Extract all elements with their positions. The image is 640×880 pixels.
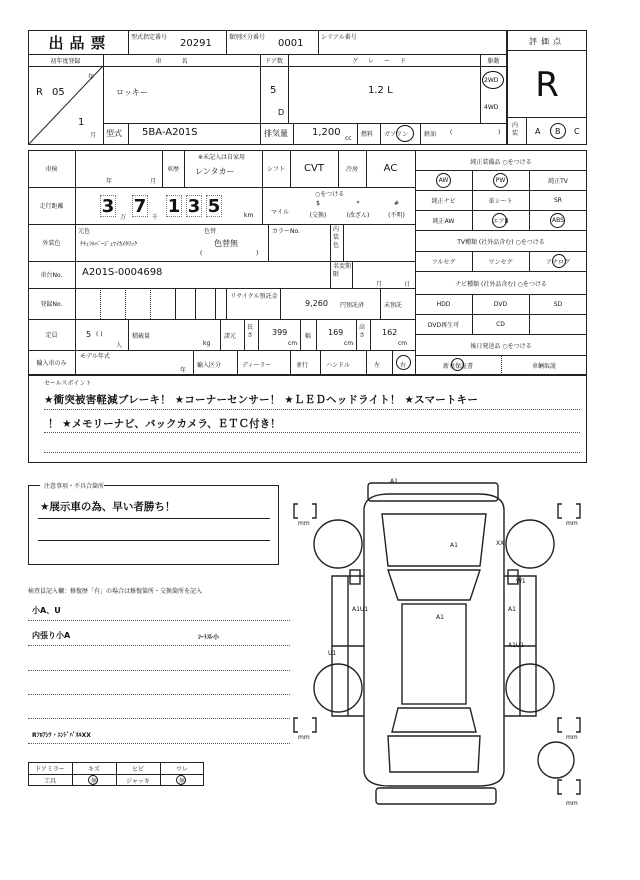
capacity-unit: 人 — [116, 342, 123, 349]
displacement-value: 1,200 — [312, 127, 341, 138]
spec-no-label: 型式指定番号 — [131, 34, 168, 41]
cooler-label: 冷房 — [345, 166, 358, 173]
later-manual: 車輌取説 — [531, 362, 556, 370]
later-title: 後日発送品 ○をつける — [470, 342, 532, 350]
mark-right-mirror: W1 — [516, 578, 526, 585]
circle-note: ○をつける — [315, 191, 345, 198]
navi-cd: CD — [496, 320, 505, 328]
form-title: 出品票 — [48, 33, 112, 52]
inspector-line-6: Rﾌﾛｱｼｸ・ｴﾝﾄﾞﾊﾟﾈﾙXX — [32, 732, 91, 739]
mile-label: マイル — [271, 208, 289, 216]
grade-label: グレード — [351, 58, 416, 65]
chassis-label: 車台No. — [40, 272, 63, 279]
legend-tools-none: 無 — [90, 777, 97, 785]
equip-pw-circle — [493, 173, 508, 188]
dealer-label: ディーラー — [242, 362, 272, 369]
class-no-value: 0001 — [278, 38, 304, 49]
mark-roof: A1 — [436, 614, 444, 621]
history-label: 車歴 — [166, 166, 179, 173]
meigi-label: 名変期限 — [333, 263, 352, 278]
handle-label: ハンドル — [326, 362, 351, 369]
length-unit: cm — [288, 340, 298, 347]
drive-2wd-circle — [482, 71, 504, 89]
interior-color-label: 内装色 — [333, 226, 340, 249]
mileage-digit-3: 1 — [167, 195, 181, 217]
notes-frame — [28, 485, 279, 565]
star-sub: (改ざん) — [346, 211, 370, 219]
model-label: 型式 — [106, 129, 122, 138]
model-year-unit: 年 — [180, 367, 187, 374]
inspector-line-1: 小A、U — [32, 606, 61, 615]
mileage-label: 走行距離 — [39, 203, 64, 210]
import-label: 輸入車のみ — [36, 360, 67, 367]
capacity-label: 定員 — [45, 332, 58, 339]
legend-mirror: ドアミラー — [35, 765, 65, 773]
tire-unit-fr: mm — [566, 520, 578, 527]
inspector-label: 検査員記入欄：修復歴「有」の場合は修復箇所・交換箇所を記入 — [28, 588, 203, 595]
right-label: 右 — [400, 362, 407, 369]
doors-value: 5 — [270, 85, 277, 96]
color-label: 外装色 — [42, 240, 61, 247]
equip-airbag: エアB — [492, 217, 509, 225]
car-name-value: ロッキー — [116, 88, 148, 97]
car-damage-diagram — [290, 470, 590, 810]
cooler-value: AC — [383, 163, 398, 174]
car-name-label: 車名 — [155, 58, 208, 65]
model-value: 5BA-A201S — [142, 127, 198, 138]
tire-unit-rl: mm — [298, 734, 310, 741]
mark-left-front-door: A1U1 — [352, 606, 369, 613]
notes-label: 注意事項・不具合箇所 — [44, 483, 105, 490]
interior-b-circle — [550, 123, 566, 139]
navi-title: ナビ種類 (社外品含む) ○をつける — [455, 280, 547, 288]
drive-label: 駆動 — [487, 58, 500, 65]
mark-right-front-door: A1 — [508, 606, 516, 613]
interior-a: A — [535, 127, 541, 136]
equip-abs-circle — [550, 213, 565, 228]
equip-leather: 革シート — [488, 197, 513, 205]
hash-sub: (不明) — [388, 211, 405, 219]
history-value: レンタカー — [195, 167, 235, 176]
first-reg-month: 1 — [78, 117, 85, 128]
sales-line-1: ★衝突被害軽減ブレーキ！ ★コーナーセンサー！ ★ＬＥＤヘッドライト！ ★スマートキー — [44, 394, 479, 406]
mileage-sen: 千 — [152, 214, 159, 221]
recycle-unit: 円預託済 — [340, 302, 365, 309]
interior-b: B — [555, 127, 561, 136]
chassis-value: A201S-0004698 — [82, 267, 163, 278]
first-reg-era: R — [36, 87, 43, 98]
equip-sr: SR — [554, 196, 562, 204]
legend-kizu: キズ — [88, 765, 100, 773]
serial-no-label: シリアル番号 — [321, 34, 357, 41]
capacity-value: 5 — [86, 330, 92, 339]
door-type: D — [278, 108, 285, 117]
right-circle — [396, 355, 411, 370]
inspector-line-2a: 内張り小A — [32, 631, 71, 640]
legend-hibi: ヒビ — [131, 765, 144, 773]
mark-front-bumper: A1 — [390, 478, 398, 485]
star-label: * — [356, 199, 360, 207]
height-label: 高さ — [359, 324, 366, 339]
score-label: 評価点 — [529, 36, 565, 46]
width-value: 169 — [328, 328, 344, 337]
grade-value: 1.2 L — [368, 85, 393, 96]
equip-genuine-aw: 純正AW — [432, 217, 455, 225]
tire-unit-rr: mm — [566, 734, 578, 741]
mileage-digit-1: 3 — [101, 195, 115, 217]
score-value: R — [535, 65, 559, 105]
sales-label: セールスポイント — [44, 380, 92, 387]
tv-fullseg: フルセグ — [431, 258, 456, 266]
shaken-month: 月 — [150, 178, 157, 185]
dollar-label: $ — [316, 199, 320, 207]
equip-aw: AW — [438, 176, 449, 184]
later-warranty-circle — [451, 358, 464, 371]
hash-label: # — [393, 199, 400, 207]
mileage-unit: km — [244, 212, 254, 219]
dollar-sub: (交換) — [309, 211, 327, 219]
mileage-digit-5: 5 — [207, 195, 221, 217]
equip-abs: ABS — [552, 216, 564, 224]
iro-value: 色替無 — [214, 239, 238, 248]
tv-analog-circle — [552, 254, 566, 268]
tv-title: TV種類 (社外品含む) ○をつける — [457, 238, 545, 246]
tv-oneseg: ワンセグ — [488, 258, 513, 266]
length-value: 399 — [272, 328, 288, 337]
navi-dvd-play: DVD再生可 — [427, 321, 460, 329]
displacement-unit: cc — [345, 135, 352, 142]
load-label: 積載量 — [132, 333, 151, 340]
equip-airbag-circle — [492, 213, 507, 228]
oil-label: 軽油 — [424, 131, 437, 138]
left-label: 左 — [374, 362, 381, 369]
mark-front-right: XX — [496, 540, 505, 547]
mark-right-rear-door: A1U1 — [508, 642, 525, 649]
legend-tools-circle — [88, 775, 98, 785]
mileage-man: 万 — [120, 214, 127, 221]
equip-pw: PW — [495, 176, 506, 184]
first-reg-month-unit: 月 — [90, 132, 97, 139]
meigi-day: 日 — [404, 281, 411, 288]
doors-label: ドア数 — [265, 58, 283, 65]
width-label: 幅 — [305, 333, 312, 340]
drive-4wd: 4WD — [484, 104, 499, 111]
notes-line-1: ★展示車の為、早い者勝ち！ — [40, 501, 176, 513]
width-unit: cm — [344, 340, 354, 347]
mark-hood: A1 — [450, 542, 458, 549]
reg-no-label: 登録No. — [40, 301, 63, 308]
fuel-value: ガソリン — [384, 131, 409, 138]
legend-jack-none: 無 — [178, 777, 185, 785]
mileage-digit-2: 7 — [133, 195, 147, 217]
tv-analog: アナログ — [545, 258, 570, 266]
interior-label: 内装 — [512, 122, 519, 137]
fuel-circle — [396, 125, 414, 142]
parallel-label: 並行 — [296, 362, 309, 369]
shaken-year: 年 — [106, 178, 113, 185]
height-value: 162 — [382, 328, 398, 337]
first-reg-year: 05 — [52, 87, 65, 98]
recycle-unpaid: 未預託 — [384, 302, 403, 309]
equip-navi: 純正ナビ — [431, 197, 456, 205]
recycle-label: リサイクル預託金 — [230, 293, 278, 300]
tire-unit-fl: mm — [298, 520, 310, 527]
legend-jack: ジャッキ — [126, 777, 150, 785]
spec-no-value: 20291 — [180, 38, 212, 49]
equip-aw-circle — [436, 173, 451, 188]
meigi-month: 月 — [376, 281, 383, 288]
mileage-digit-4: 3 — [187, 195, 201, 217]
moto-label: 元色 — [78, 228, 91, 235]
shift-value: CVT — [304, 163, 324, 174]
navi-hdd: HDD — [436, 300, 451, 308]
navi-dvd: DVD — [493, 300, 508, 308]
recycle-value: 9,260 — [305, 299, 328, 308]
fuel-label: 燃料 — [361, 131, 374, 138]
length-label: 長さ — [247, 324, 254, 339]
sales-line-2: ！ ★メモリーナビ、バックカメラ、ＥＴＣ付き！ — [48, 418, 281, 430]
class-no-label: 類別区分番号 — [229, 34, 266, 41]
color-no-label: カラーNo. — [272, 228, 300, 235]
load-unit: kg — [203, 340, 211, 347]
legend-ware: ワレ — [175, 765, 188, 773]
shift-label: シフト — [266, 166, 285, 173]
displacement-label: 排気量 — [264, 129, 288, 138]
first-reg-year-unit: 年 — [88, 74, 95, 81]
equip-title: 純正装備品 ○をつける — [470, 158, 532, 166]
first-reg-label: 初年度登録 — [50, 58, 81, 65]
interior-c: C — [574, 127, 580, 136]
equip-tv: 純正TV — [548, 177, 568, 185]
later-warranty: 新車保証書 — [442, 362, 473, 370]
drive-2wd: 2WD — [484, 77, 499, 84]
shaken-label: 車検 — [45, 166, 58, 173]
moto-value: ﾅﾁｭﾗﾙﾍﾞｰｼﾞｭﾏｲｶﾒﾀﾘｯｸ — [80, 241, 138, 248]
tire-unit-spare: mm — [566, 800, 578, 807]
iro-label: 色替 — [204, 228, 217, 235]
inspector-line-2b: ｼｰﾄｽﾚ小 — [198, 634, 220, 641]
height-unit: cm — [398, 340, 408, 347]
navi-sd: SD — [553, 300, 563, 308]
history-note: ※未記入は自家用 — [198, 154, 246, 161]
model-year-label: モデル年式 — [80, 353, 110, 360]
legend-jack-circle — [176, 775, 186, 785]
import-class-label: 輸入区分 — [197, 362, 222, 369]
legend-tools: 工具 — [43, 777, 56, 785]
mark-left-rear-door: U1 — [328, 650, 337, 657]
size-label: 諸元 — [224, 333, 237, 340]
